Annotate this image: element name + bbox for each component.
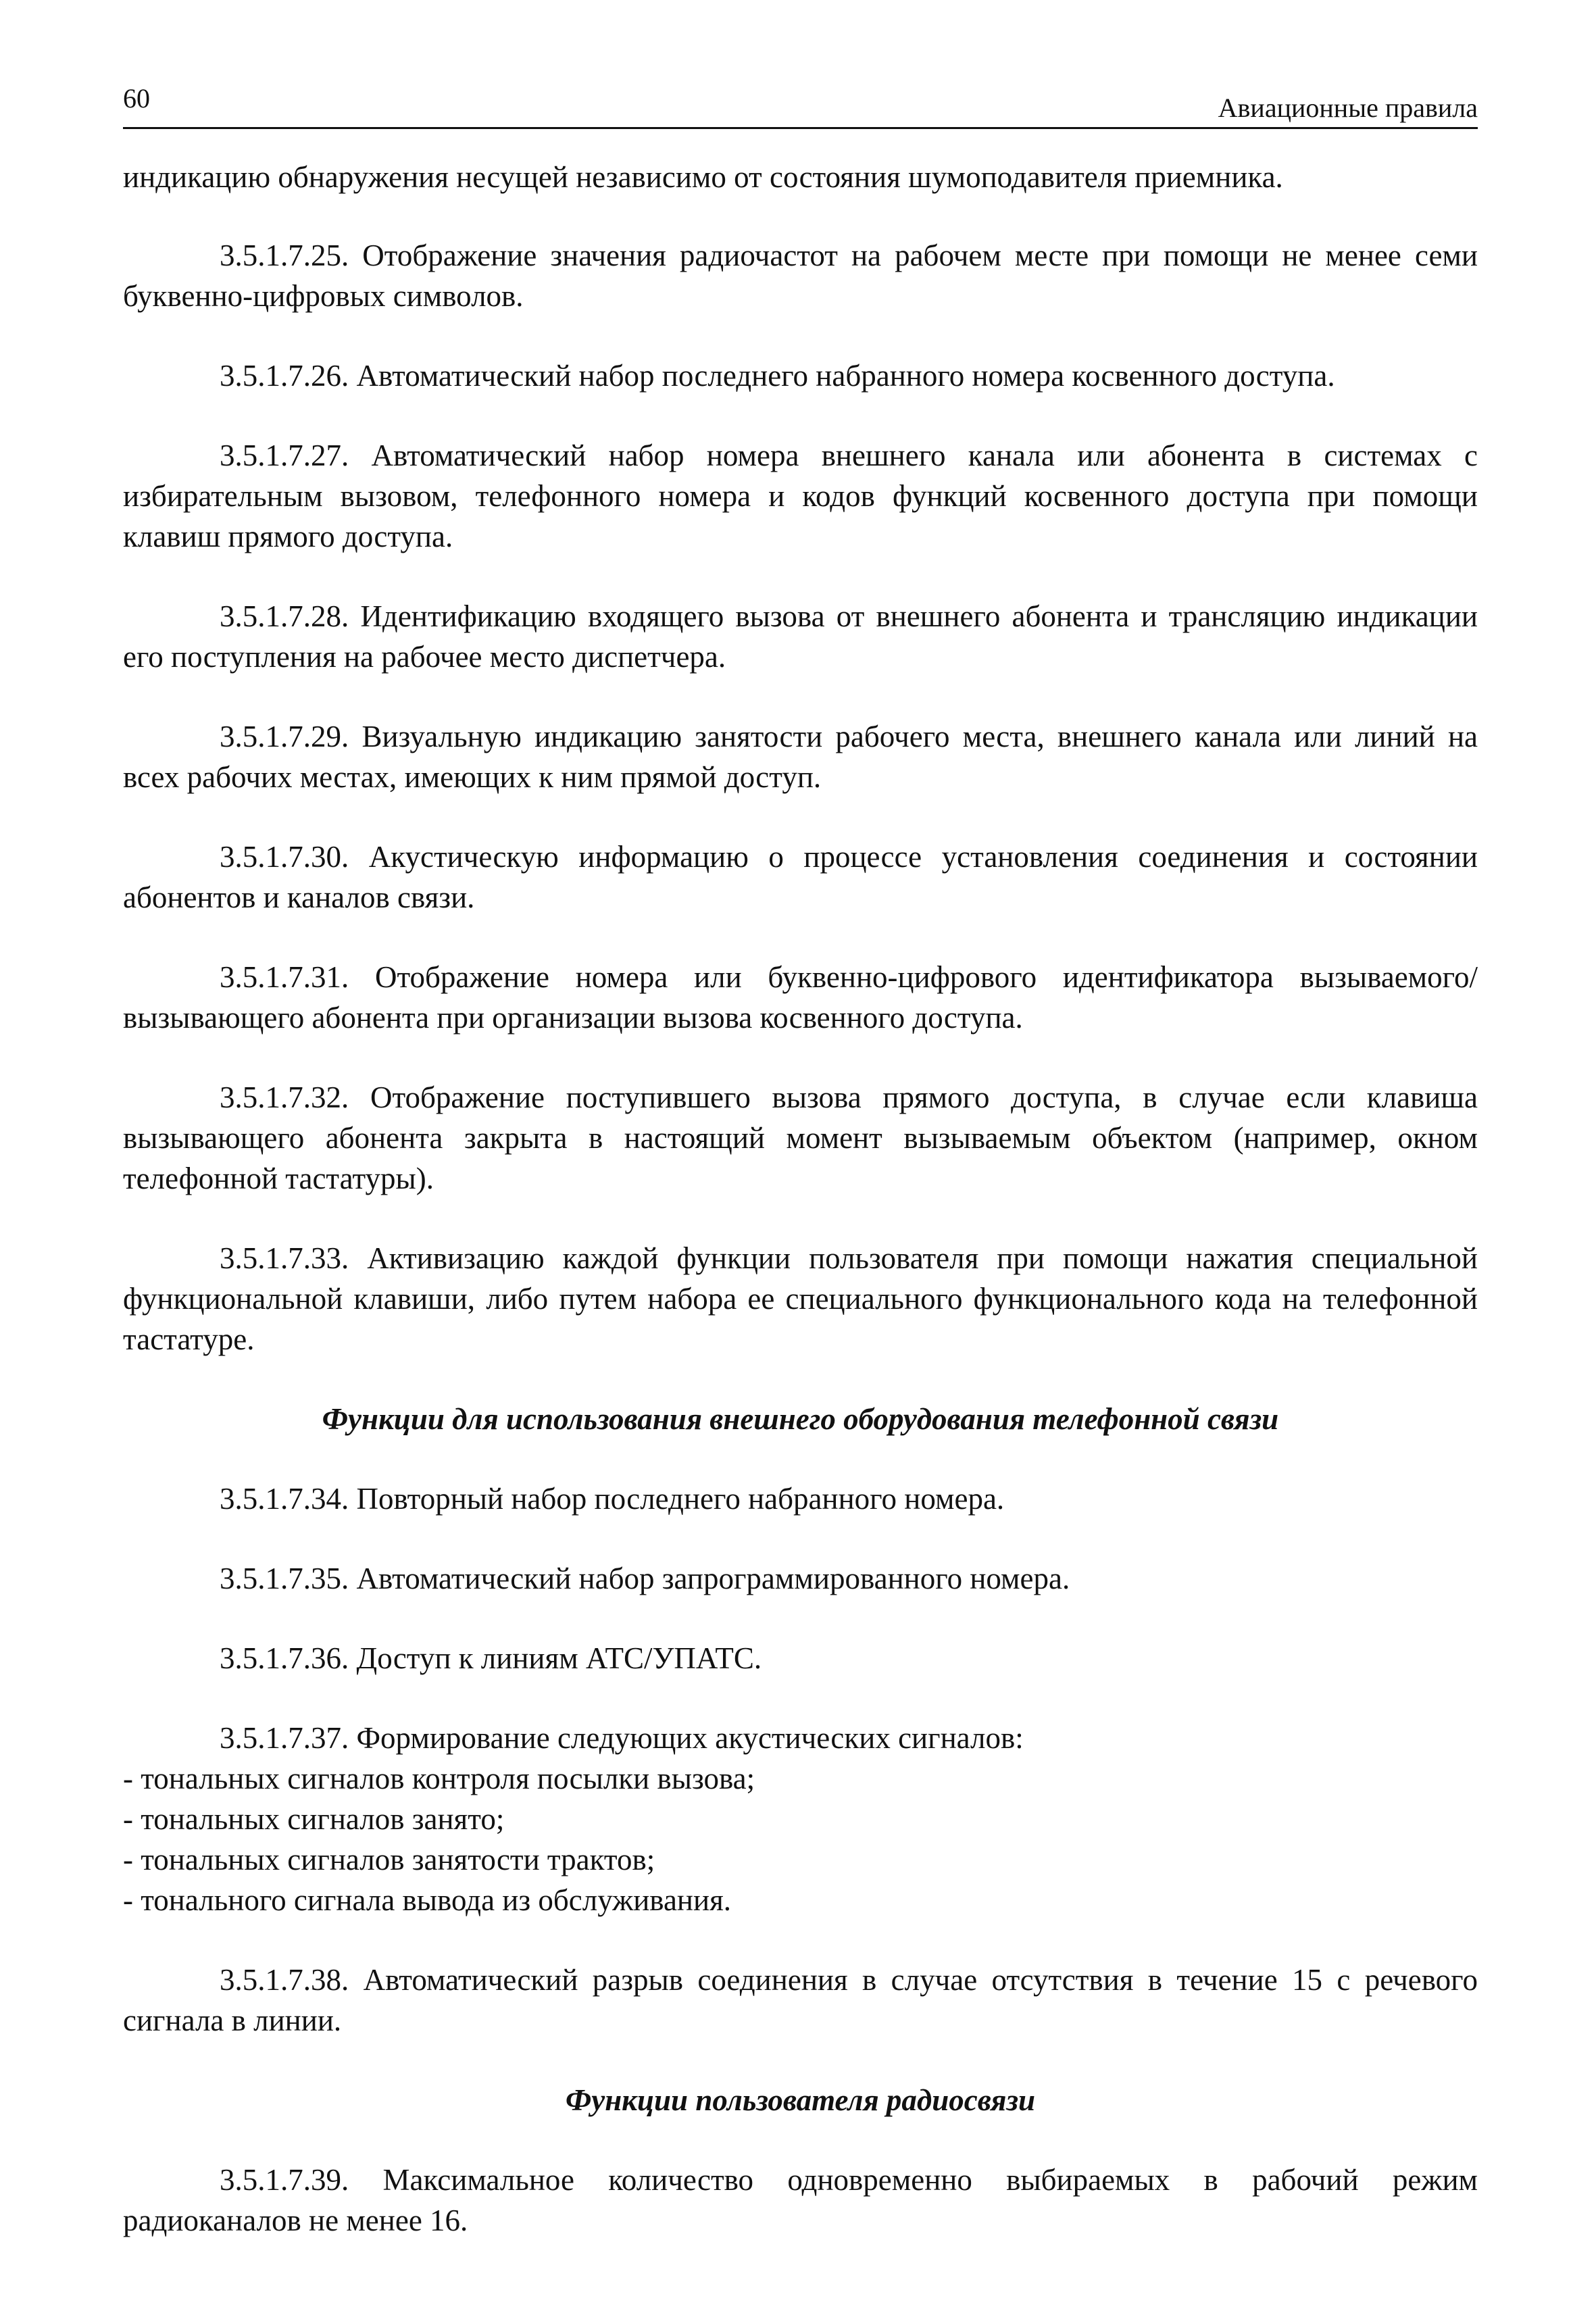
paragraph-3-5-1-7-27: 3.5.1.7.27. Автоматический набор номера внешнего канала или абонента в системах с избирательным вызовом, телефонного номера и кодов функций косвенного доступа при помощи клавиш прямого доступа.	[123, 439, 1478, 553]
paragraph-3-5-1-7-33: 3.5.1.7.33. Активизацию каждой функции пользователя при помощи нажатия специальной функциональной клавиши, либо путем набора ее специального функционального кода на телефонной тастатуре.	[123, 1241, 1478, 1356]
paragraph-3-5-1-7-34: 3.5.1.7.34. Повторный набор последнего набранного номера.	[220, 1482, 1005, 1516]
paragraph-3-5-1-7-31: 3.5.1.7.31. Отображение номера или буквенно-цифрового идентификатора вызываемого/вызывающего абонента при организации вызова косвенного доступа.	[123, 960, 1478, 1035]
continuation-paragraph: индикацию обнаружения несущей независимо от состояния шумоподавителя приемника.	[123, 160, 1283, 194]
list-item: - тонального сигнала вывода из обслуживания.	[123, 1883, 732, 1917]
paragraph-3-5-1-7-38: 3.5.1.7.38. Автоматический разрыв соединения в случае отсутствия в течение 15 с речевого сигнала в линии.	[123, 1963, 1478, 2037]
list-item: - тональных сигналов занято;	[123, 1802, 505, 1836]
paragraph-3-5-1-7-32: 3.5.1.7.32. Отображение поступившего вызова прямого доступа, в случае если клавиша вызывающего абонента закрыта в настоящий момент вызываемым объектом (например, окном телефонной тастатуры).	[123, 1080, 1478, 1195]
paragraph-3-5-1-7-36: 3.5.1.7.36. Доступ к линиям АТС/УПАТС.	[220, 1641, 762, 1675]
paragraph-3-5-1-7-25: 3.5.1.7.25. Отображение значения радиочастот на рабочем месте при помощи не менее семи буквенно-цифровых символов.	[123, 239, 1478, 313]
list-item: - тональных сигналов занятости трактов;	[123, 1843, 655, 1876]
paragraph-3-5-1-7-30: 3.5.1.7.30. Акустическую информацию о процессе установления соединения и состоянии абонентов и каналов связи.	[123, 840, 1478, 914]
section-heading-telephone: Функции для использования внешнего оборудования телефонной связи	[322, 1402, 1279, 1436]
section-heading-radio: Функции пользователя радиосвязи	[565, 2083, 1036, 2117]
paragraph-3-5-1-7-28: 3.5.1.7.28. Идентификацию входящего вызова от внешнего абонента и трансляцию индикации его поступления на рабочее место диспетчера.	[123, 599, 1478, 674]
page-header	[123, 76, 1478, 129]
acoustic-signal-list	[123, 1758, 1478, 1920]
document-page	[123, 0, 1478, 2315]
document-body	[123, 157, 1478, 2280]
paragraph-3-5-1-7-35: 3.5.1.7.35. Автоматический набор запрограммированного номера.	[220, 1562, 1070, 1595]
paragraph-3-5-1-7-37: 3.5.1.7.37. Формирование следующих акустических сигналов:	[220, 1721, 1024, 1755]
list-item: - тональных сигналов контроля посылки вызова;	[123, 1762, 755, 1795]
running-title: Авиационные правила	[1218, 93, 1478, 123]
paragraph-3-5-1-7-26: 3.5.1.7.26. Автоматический набор последнего набранного номера косвенного доступа.	[220, 359, 1335, 393]
paragraph-3-5-1-7-39: 3.5.1.7.39. Максимальное количество одновременно выбираемых в рабочий режим радиоканалов не менее 16.	[123, 2163, 1478, 2237]
paragraph-3-5-1-7-29: 3.5.1.7.29. Визуальную индикацию занятости рабочего места, внешнего канала или линий на всех рабочих местах, имеющих к ним прямой доступ.	[123, 720, 1478, 794]
page-number: 60	[123, 83, 150, 114]
